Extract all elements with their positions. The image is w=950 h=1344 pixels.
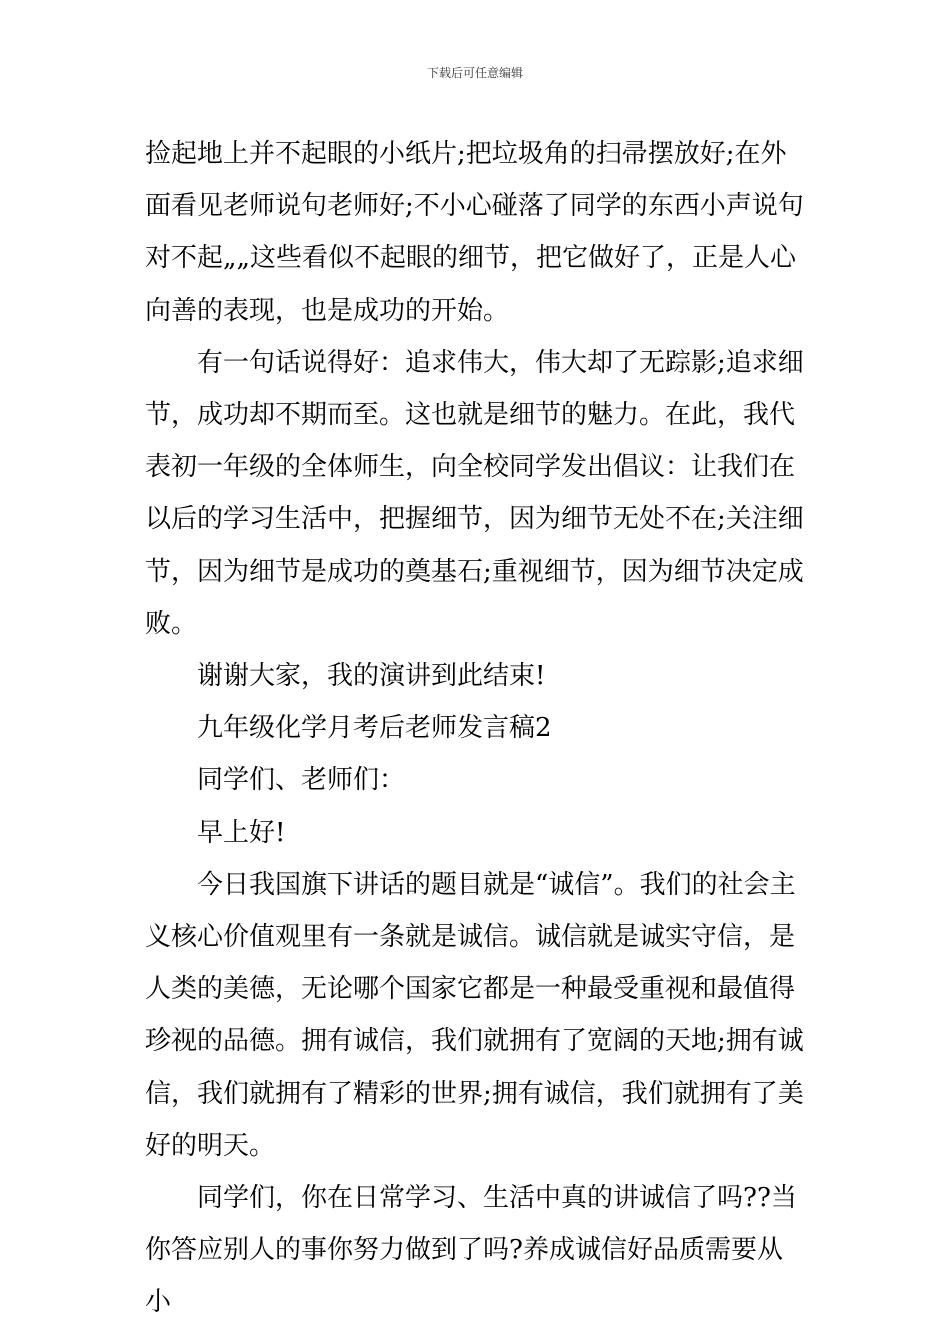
paragraph: 同学们，你在日常学习、生活中真的讲诚信了吗??当你答应别人的事你努力做到了吗?养成诚信好品质需要从小 — [145, 1183, 797, 1318]
salutation: 同学们、老师们： — [197, 765, 406, 796]
paragraph: 有一句话说得好：追求伟大，伟大却了无踪影;追求细节，成功却不期而至。这也就是细节的魅力。在此，我代表初一年级的全体师生，向全校同学发出倡议：让我们在以后的学习生活中，把握细节，因为细节无处不在;关注细节，因为细节是成功的奠基石;重视细节，因为细节决定成败。 — [145, 347, 804, 639]
paragraph: 捡起地上并不起眼的小纸片;把垃圾角的扫帚摆放好;在外面看见老师说句老师好;不小心碰落了同学的东西小声说句对不起„„这些看似不起眼的细节，把它做好了，正是人心向善的表现，也是成功的开始。 — [145, 139, 804, 326]
paragraph: 谢谢大家，我的演讲到此结束! — [197, 661, 546, 692]
greeting: 早上好! — [197, 817, 286, 848]
paragraph: 今日我国旗下讲话的题目就是“诚信”。我们的社会主义核心价值观里有一条就是诚信。诚信就是诚实守信，是人类的美德，无论哪个国家它都是一种最受重视和最值得珍视的品德。拥有诚信，我们就拥有了宽阔的天地;拥有诚信，我们就拥有了精彩的世界;拥有诚信，我们就拥有了美好的明天。 — [145, 869, 804, 1161]
document-body — [145, 128, 805, 1329]
page-header: 下载后可任意编辑 — [426, 66, 523, 80]
section-title: 九年级化学月考后老师发言稿2 — [197, 713, 552, 744]
